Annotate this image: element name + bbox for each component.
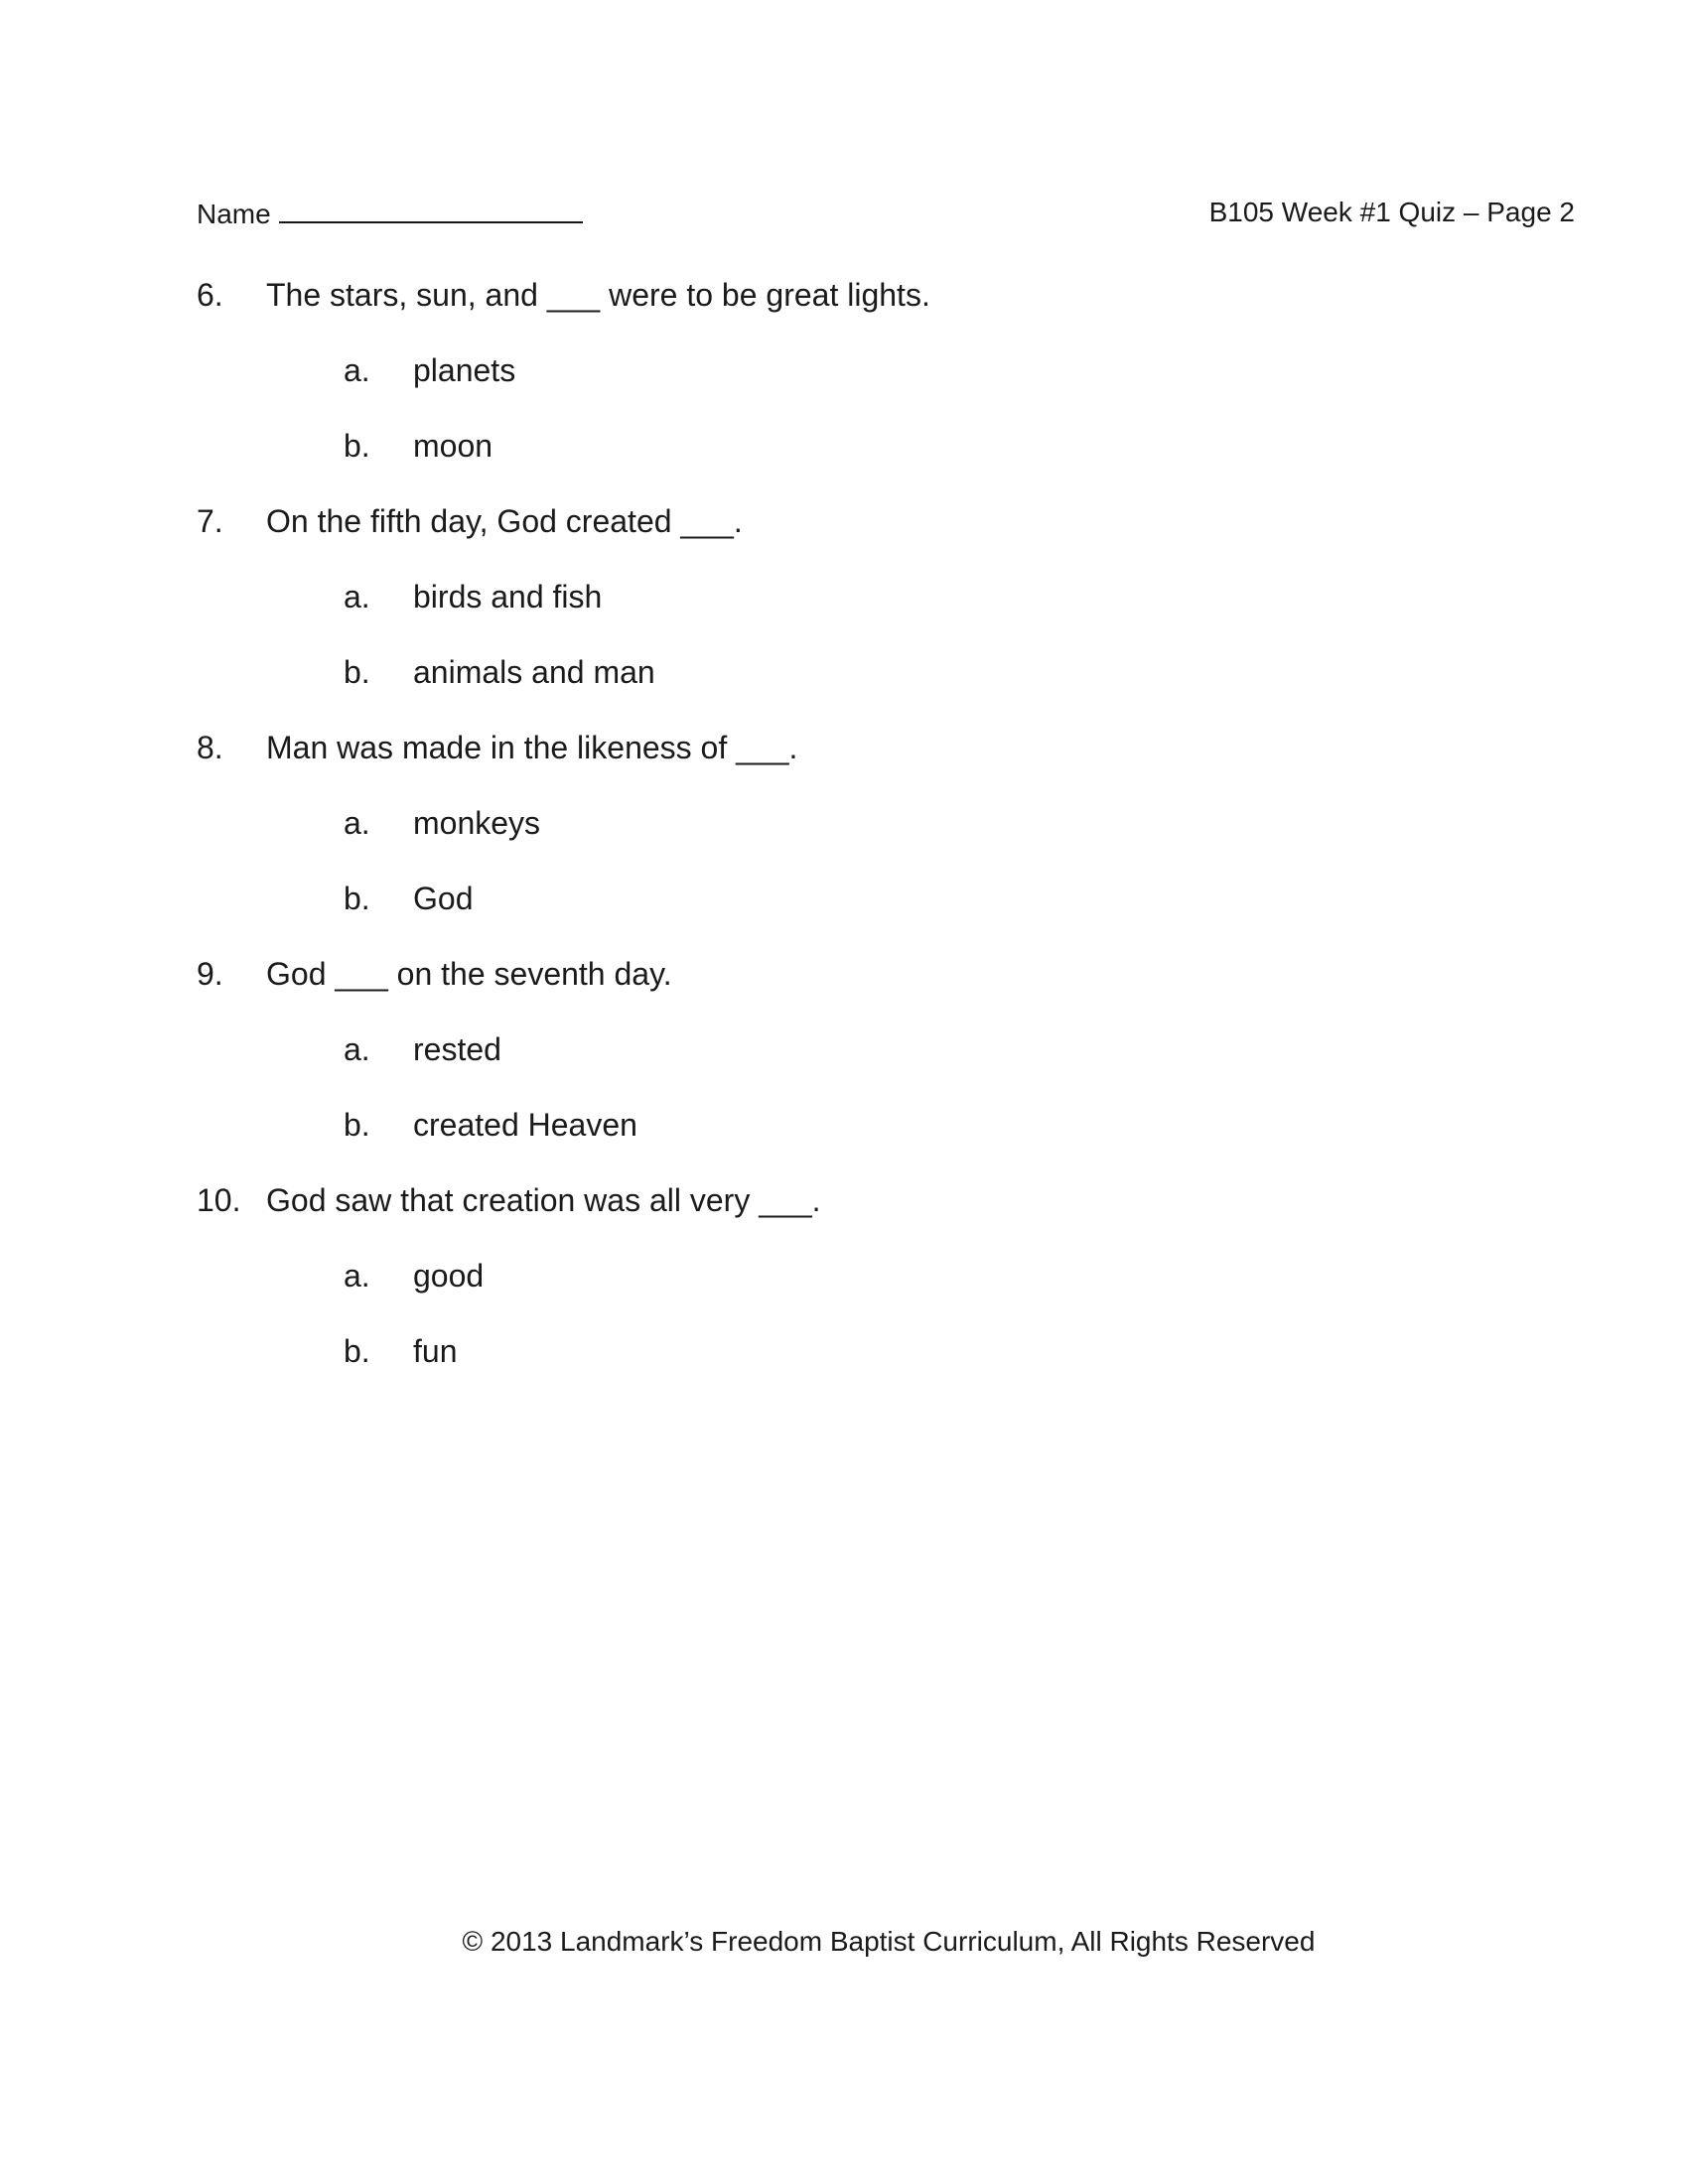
name-blank-line bbox=[279, 196, 583, 223]
option-letter: b. bbox=[344, 1107, 370, 1143]
option-letter: a. bbox=[344, 352, 370, 388]
name-label: Name bbox=[197, 199, 271, 229]
option-text: good bbox=[413, 1258, 485, 1294]
option-letter: b. bbox=[344, 1333, 370, 1369]
option-letter: b. bbox=[344, 881, 370, 916]
option-text: moon bbox=[413, 428, 493, 464]
option-text: animals and man bbox=[413, 654, 655, 690]
question-number: 9. bbox=[197, 956, 223, 992]
option-text: monkeys bbox=[413, 805, 541, 841]
option-letter: a. bbox=[344, 1258, 370, 1294]
question-number: 8. bbox=[197, 730, 223, 765]
question-text: God saw that creation was all very ___. bbox=[266, 1182, 821, 1218]
option-letter: a. bbox=[344, 1031, 370, 1067]
option-text: birds and fish bbox=[413, 579, 603, 614]
option-text: rested bbox=[413, 1031, 501, 1067]
question-text: Man was made in the likeness of ___. bbox=[266, 730, 798, 765]
question-text: God ___ on the seventh day. bbox=[266, 956, 672, 992]
option-text: planets bbox=[413, 352, 516, 388]
question-number: 6. bbox=[197, 277, 223, 313]
quiz-title: B105 Week #1 Quiz – Page 2 bbox=[1208, 197, 1575, 227]
option-letter: b. bbox=[344, 428, 370, 464]
option-letter: a. bbox=[344, 805, 370, 841]
option-text: created Heaven bbox=[413, 1107, 637, 1143]
copyright-footer: © 2013 Landmark’s Freedom Baptist Curriculum, All Rights Reserved bbox=[462, 1926, 1316, 1957]
question-number: 7. bbox=[197, 503, 223, 539]
question-text: The stars, sun, and ___ were to be great lights. bbox=[266, 277, 930, 313]
option-text: God bbox=[413, 881, 474, 916]
option-letter: a. bbox=[344, 579, 370, 614]
option-text: fun bbox=[413, 1333, 458, 1369]
name-field bbox=[197, 196, 583, 231]
option-letter: b. bbox=[344, 654, 370, 690]
question-text: On the fifth day, God created ___. bbox=[266, 503, 743, 539]
question-number: 10. bbox=[197, 1182, 241, 1218]
